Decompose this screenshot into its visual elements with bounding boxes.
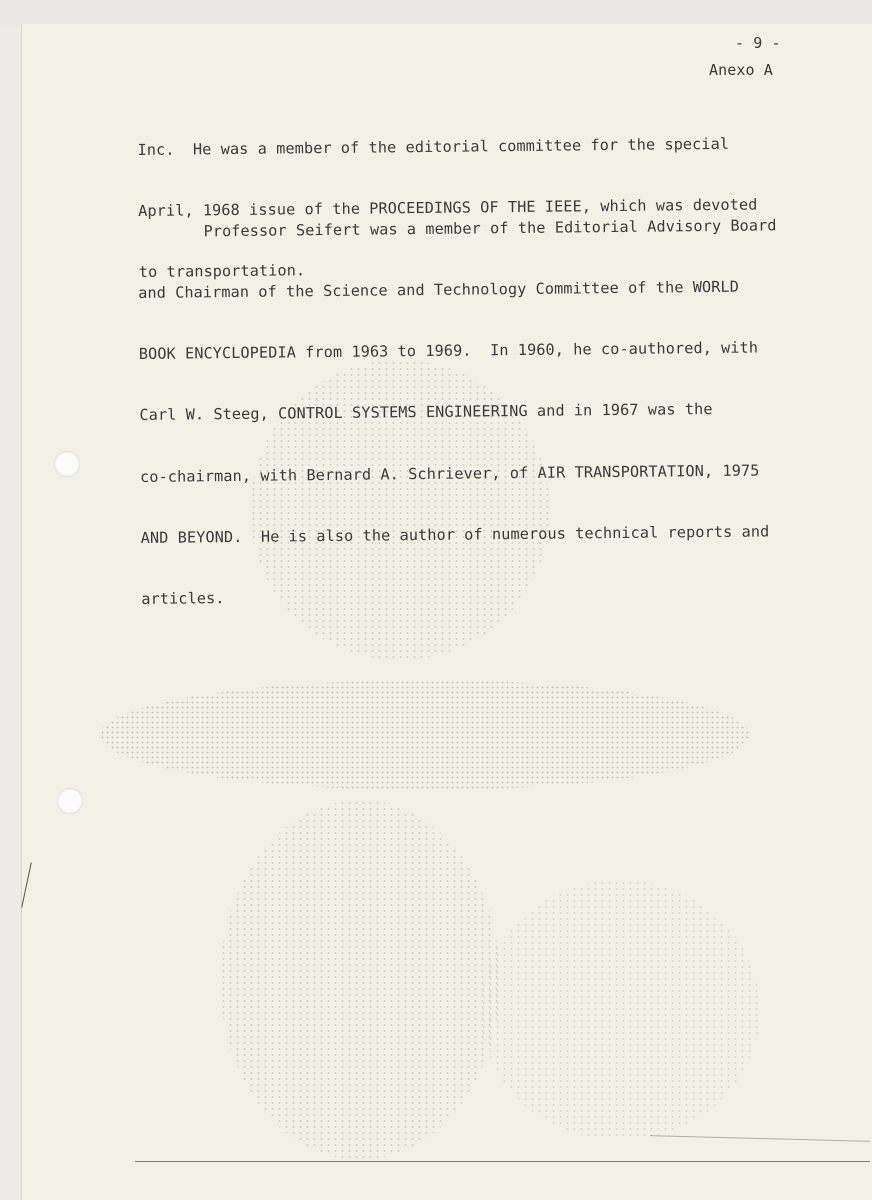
annex-label: Anexo A [709,61,773,79]
paragraph-line: to transportation. [138,261,306,282]
paragraph-line: co-chairman, with Bernard A. Schriever, of AIR TRANSPORTATION, 1975 [140,461,760,486]
paragraph-line: and Chairman of the Science and Technology Committee of the WORLD [138,277,740,303]
photocopy-speckle [480,880,760,1140]
scan-background [0,0,872,26]
paragraph-line: articles. [141,589,225,609]
photocopy-speckle [220,800,500,1160]
paragraph-line: Professor Seifert was a member of the Editorial Advisory Board [203,216,777,241]
paragraph-line: Inc. He was a member of the editorial committee for the special [137,134,730,159]
punch-hole [54,451,80,477]
paragraph-2 [137,174,782,630]
punch-hole [57,788,83,814]
paragraph-line: AND BEYOND. He is also the author of numerous technical reports and [140,522,770,547]
paragraph-line: BOOK ENCYCLOPEDIA from 1963 to 1969. In 1960, he co-authored, with [138,338,759,364]
photocopy-speckle [100,680,750,790]
bottom-rule [135,1161,870,1162]
paragraph-line: April, 1968 issue of the PROCEEDINGS OF THE IEEE, which was devoted [138,195,758,221]
page-number: - 9 - [735,34,781,52]
paragraph-line: Carl W. Steeg, CONTROL SYSTEMS ENGINEERING and in 1967 was the [139,400,713,425]
